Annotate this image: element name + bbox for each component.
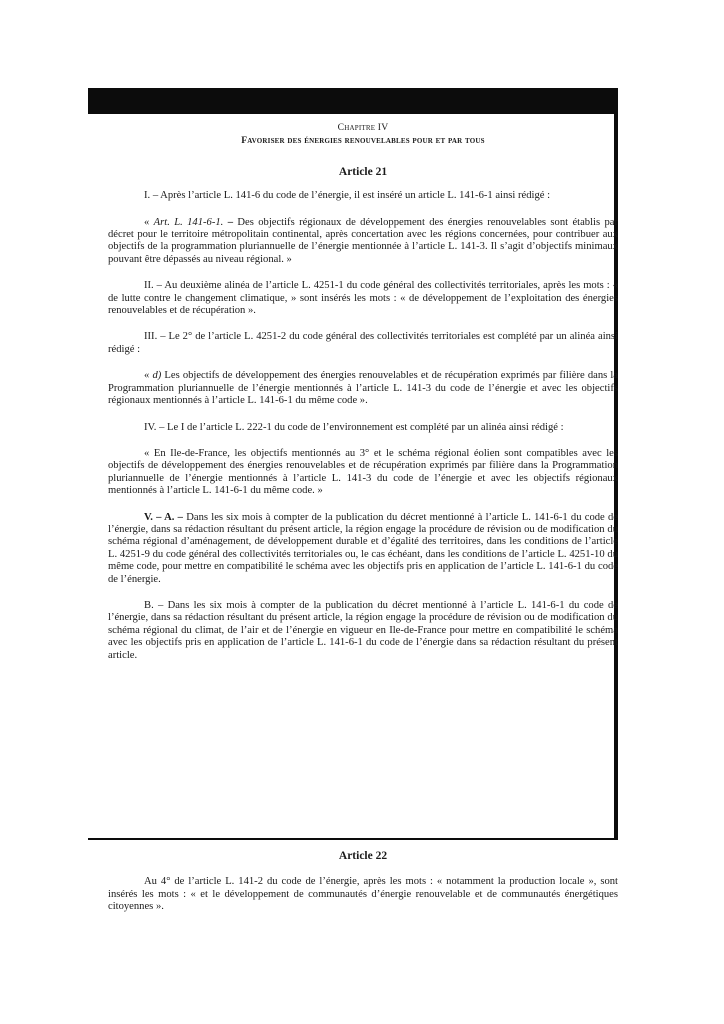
dash: – xyxy=(223,216,238,228)
article-22-paragraph-1: Au 4° de l’article L. 141-2 du code de l’énergie, après les mots : « notamment la production locale », sont insérés les mots : « et le développement de communautés d’énergie renouvelable et de communautés énergétiques citoyennes ». xyxy=(108,876,618,913)
section-heading: V. – A. – xyxy=(144,511,183,523)
paragraph-text: Les objectifs de développement des énergies renouvelables et de récupération exprimés par filière dans la Programmation pluriannuelle de l’énergie mentionnés à l’article L. 141-3 du code de l’énergie et avec les objectifs régionaux mentionnés à l’article L. 141-6-1 du même code ». xyxy=(108,370,619,407)
article-22-section xyxy=(108,850,618,928)
article-21-title: Article 21 xyxy=(338,165,388,178)
chapter-label: Chapitre IV xyxy=(337,122,389,133)
article-21-paragraph-7: « En Ile-de-France, les objectifs mentionnés au 3° et le schéma régional éolien sont compatibles avec les objectifs de développement des énergies renouvelables et de récupération exprimés par filière dans la Programmation pluriannuelle de l’énergie mentionnés à l’article L. 141-3 du code de l’énergie et avec les objectifs régionaux mentionnés à l’article L. 141-6-1 du même code. » xyxy=(108,447,618,497)
article-21-paragraph-9: B. – Dans les six mois à compter de la publication du décret mentionné à l’article L. 141-6-1 du code de l’énergie, dans sa rédaction résultant du présent article, la région engage la procédure de révision ou de modification du schéma régional du climat, de l’air et de l’énergie en vigueur en Ile-de-France pour mettre en compatibilité le schéma avec les objectifs pris en application de l’article L. 141-6-1 du code de l’énergie dans sa rédaction résultant du présent article. xyxy=(108,599,618,661)
article-21-paragraph-2 xyxy=(108,217,618,267)
quote-open: « xyxy=(144,370,153,382)
chapter-title: Favoriser des énergies renouvelables pour et par tous xyxy=(241,135,485,147)
paragraph-text: Dans les six mois à compter de la publication du décret mentionné à l’article L. 141-6-1 du code de l’énergie, dans sa rédaction résultant du présent article, la région engage la procédure de révision ou de modification du schéma régional d’aménagement, de développement durable et d’égalité des territoires, dans les conditions de l’article L. 4251-9 du code général des collectivités territoriales ou, le cas échéant, dans les conditions de l’article L. 4251-10 du même code, pour mettre en compatibilité le schéma avec les objectifs pris en application de l’article L. 141-6-1 du code de l’énergie. xyxy=(108,511,618,585)
quote-open: « xyxy=(144,216,154,228)
paragraph-text: Des objectifs régionaux de développement des énergies renouvelables sont établis par décret pour le territoire métropolitain continental, après concertation avec les régions concernées, pour contribuer aux objectifs de la programmation pluriannuelle de l’énergie mentionnée à l’article L. 141-3. Il s’agit d’objectifs minimaux pouvant être dépassés au niveau régional. » xyxy=(108,216,618,265)
article-21-paragraph-4: III. – Le 2° de l’article L. 4251-2 du code général des collectivités territoriales est complété par un alinéa ainsi rédigé : xyxy=(108,331,618,355)
article-21-paragraph-8 xyxy=(108,512,618,586)
article-21-paragraph-5 xyxy=(108,370,618,407)
framed-content xyxy=(108,122,618,676)
article-21-paragraph-6: IV. – Le I de l’article L. 222-1 du code de l’environnement est complété par un alinéa ainsi rédigé : xyxy=(144,421,564,433)
article-21-paragraph-3: II. – Au deuxième alinéa de l’article L. 4251-1 du code général des collectivités territoriales, après les mots : « de lutte contre le changement climatique, » sont insérés les mots : « de développement de l’exploitation des énergies renouvelables et de récupération ». xyxy=(108,280,618,317)
article-reference: Art. L. 141-6-1. xyxy=(153,216,224,228)
article-22-title: Article 22 xyxy=(338,850,388,862)
item-letter: d) xyxy=(152,370,162,382)
article-21-paragraph-1: I. – Après l’article L. 141-6 du code de l’énergie, il est inséré un article L. 141-6-1 ainsi rédigé : xyxy=(144,190,551,202)
